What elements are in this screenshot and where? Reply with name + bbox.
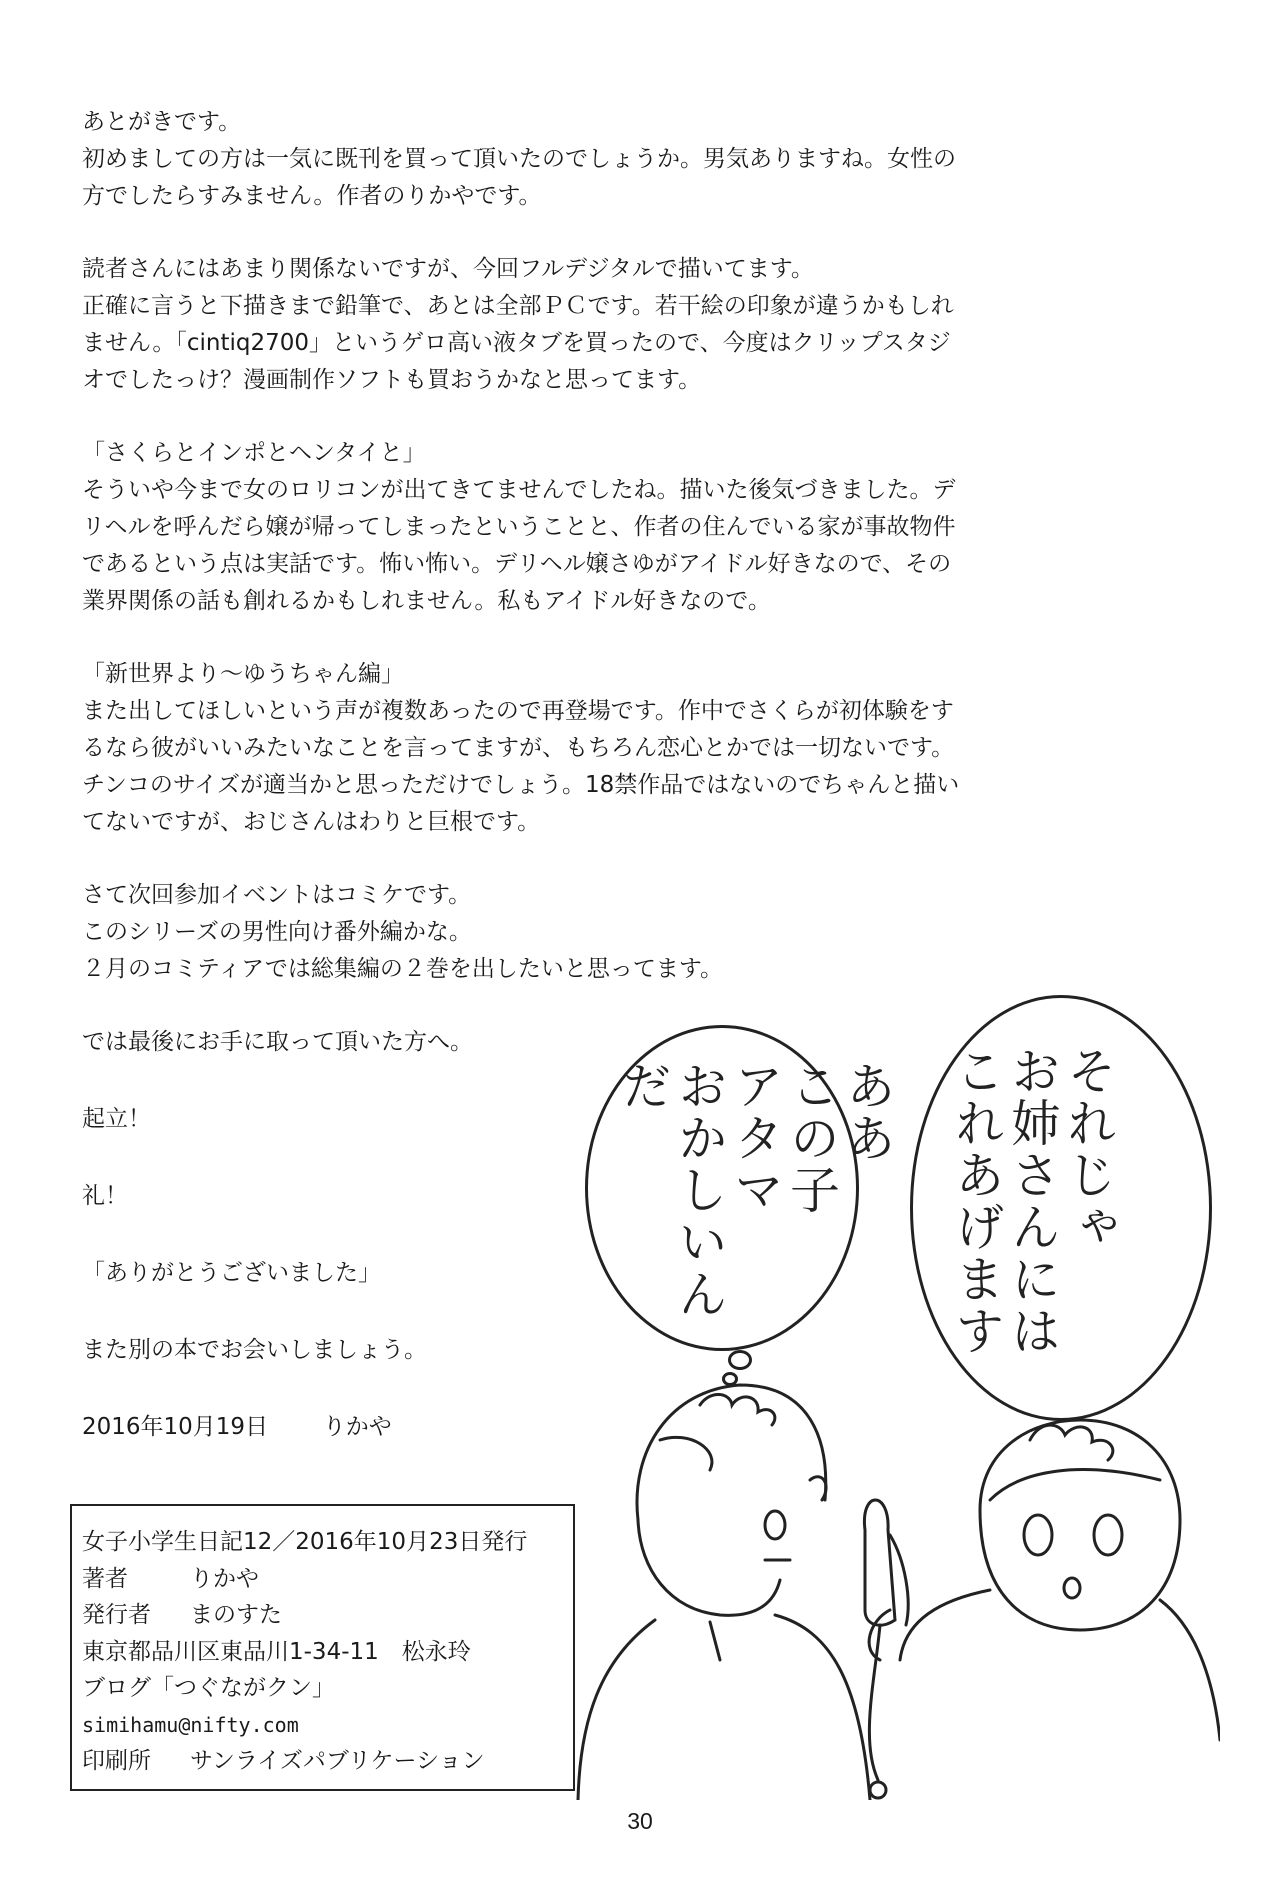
afterword-line: また別の本でお会いしましょう。 bbox=[82, 1337, 427, 1363]
afterword-line: オでしたっけ？漫画制作ソフトも買おうかなと思ってます。 bbox=[82, 367, 702, 393]
speech-line: それじゃ bbox=[1059, 1045, 1117, 1253]
afterword-line: リヘルを呼んだら嬢が帰ってしまったということと、作者の住んでいる家が事故物件 bbox=[82, 514, 956, 540]
thought-line: おかしいんだ bbox=[614, 1060, 728, 1320]
colophon-publisher-row bbox=[82, 1597, 573, 1634]
afterword-line: また出してほしいという声が複数あったので再登場です。作中でさくらが初体験をす bbox=[82, 698, 954, 724]
afterword-line: 業界関係の話も創れるかもしれません。私もアイドル好きなので。 bbox=[82, 588, 771, 614]
speech-line: これあげます bbox=[947, 1045, 1005, 1357]
afterword-line: そういや今まで女のロリコンが出てきてませんでしたね。描いた後気づきました。デ bbox=[82, 477, 956, 503]
colophon-publisher-label: 発行者 bbox=[82, 1602, 151, 1628]
colophon-printer-label: 印刷所 bbox=[82, 1748, 151, 1774]
colophon-printer: サンライズパブリケーション bbox=[190, 1748, 485, 1774]
thought-line: この子 bbox=[782, 1060, 840, 1216]
colophon-publisher: まのすた bbox=[190, 1602, 282, 1628]
afterword-line: 礼！ bbox=[82, 1183, 128, 1209]
speech-line: お姉さんには bbox=[1003, 1045, 1061, 1357]
colophon-printer-row bbox=[82, 1743, 573, 1780]
speech-bubble-text bbox=[948, 1045, 1116, 1405]
thought-line: ああ bbox=[838, 1060, 896, 1164]
colophon-author-label: 著者 bbox=[82, 1565, 128, 1592]
colophon-author: りかや bbox=[190, 1565, 259, 1592]
afterword-line: 方でしたらすみません。作者のりかやです。 bbox=[82, 183, 542, 209]
colophon-title: 女子小学生日記12／2016年10月23日発行 bbox=[82, 1529, 528, 1555]
afterword-line: では最後にお手に取って頂いた方へ。 bbox=[82, 1029, 473, 1055]
afterword-line: るなら彼がいいみたいなことを言ってますが、もちろん恋心とかでは一切ないです。 bbox=[82, 735, 955, 761]
section-heading: 「さくらとインポとヘンタイと」 bbox=[82, 440, 426, 466]
afterword-signature: りかや bbox=[322, 1414, 392, 1440]
page-number: 30 bbox=[627, 1808, 653, 1834]
colophon-address: 東京都品川区東品川1-34-11 松永玲 bbox=[82, 1638, 471, 1665]
afterword-line: 「ありがとうございました」 bbox=[82, 1260, 381, 1286]
thought-bubble-text bbox=[615, 1060, 895, 1340]
colophon-box bbox=[70, 1504, 575, 1791]
afterword-line: 初めましての方は一気に既刊を買って頂いたのでしょうか。男気ありますね。女性の bbox=[82, 146, 956, 172]
afterword-line: チンコのサイズが適当かと思っただけでしょう。18禁作品ではないのでちゃんと描い bbox=[82, 772, 960, 798]
afterword-line: さて次回参加イベントはコミケです。 bbox=[82, 882, 472, 908]
afterword-line: 読者さんにはあまり関係ないですが、今回フルデジタルで描いてます。 bbox=[82, 256, 814, 282]
manga-illustration bbox=[560, 1360, 1220, 1800]
afterword-line: てないですが、おじさんはわりと巨根です。 bbox=[82, 809, 541, 835]
afterword-line: ません。「cintiq2700」というゲロ高い液タブを買ったので、今度はクリップスタジ bbox=[82, 330, 951, 356]
afterword-line: であるという点は実話です。怖い怖い。デリヘル嬢さゆがアイドル好きなので、その bbox=[82, 551, 952, 577]
colophon-author-row bbox=[82, 1561, 573, 1598]
colophon-email: simihamu@nifty.com bbox=[82, 1712, 299, 1737]
afterword-line: ２月のコミティアでは総集編の２巻を出したいと思ってます。 bbox=[82, 956, 724, 982]
afterword-line: 起立！ bbox=[82, 1106, 151, 1132]
afterword-date: 2016年10月19日 bbox=[82, 1414, 269, 1440]
afterword-line: 正確に言うと下描きまで鉛筆で、あとは全部ＰＣです。若干絵の印象が違うかもしれ bbox=[82, 293, 954, 319]
afterword-line: あとがきです。 bbox=[82, 109, 242, 135]
thought-line: アタマ bbox=[726, 1060, 784, 1216]
afterword-line: このシリーズの男性向け番外編かな。 bbox=[82, 919, 472, 945]
section-heading: 「新世界より～ゆうちゃん編」 bbox=[82, 661, 404, 687]
colophon-blog: ブログ「つぐながクン」 bbox=[82, 1675, 335, 1701]
